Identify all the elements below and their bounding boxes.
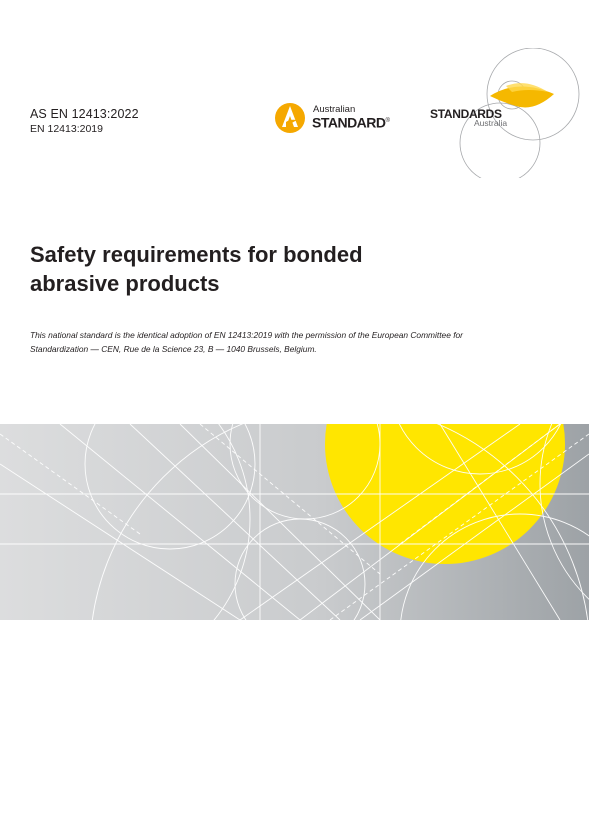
document-title-line1: Safety requirements for bonded <box>30 242 363 267</box>
standard-id: AS EN 12413:2022 <box>30 107 139 121</box>
australian-standard-logo-line2: STANDARD® <box>312 114 390 131</box>
adoption-statement <box>30 329 570 356</box>
australian-standard-logo-line1: Australian <box>313 104 356 115</box>
australian-standard-emblem-icon <box>273 100 309 136</box>
document-title <box>30 240 450 298</box>
adoption-statement-line1: This national standard is the identical adoption of EN 12413:2019 with the permission of the European Committee for <box>30 330 463 340</box>
australian-standard-logo <box>273 100 393 136</box>
document-title-line2: abrasive products <box>30 271 220 296</box>
cover-geometric-pattern <box>0 424 589 620</box>
standards-australia-logo-line1: STANDARDS <box>430 107 502 121</box>
standards-australia-logo-line2: Australia <box>474 118 508 128</box>
cover-graphic <box>0 424 589 620</box>
standards-australia-logo <box>430 48 589 178</box>
adoption-statement-line2: Standardization — CEN, Rue de la Science 23, B — 1040 Brussels, Belgium. <box>30 343 317 354</box>
source-standard-id: EN 12413:2019 <box>30 123 103 135</box>
